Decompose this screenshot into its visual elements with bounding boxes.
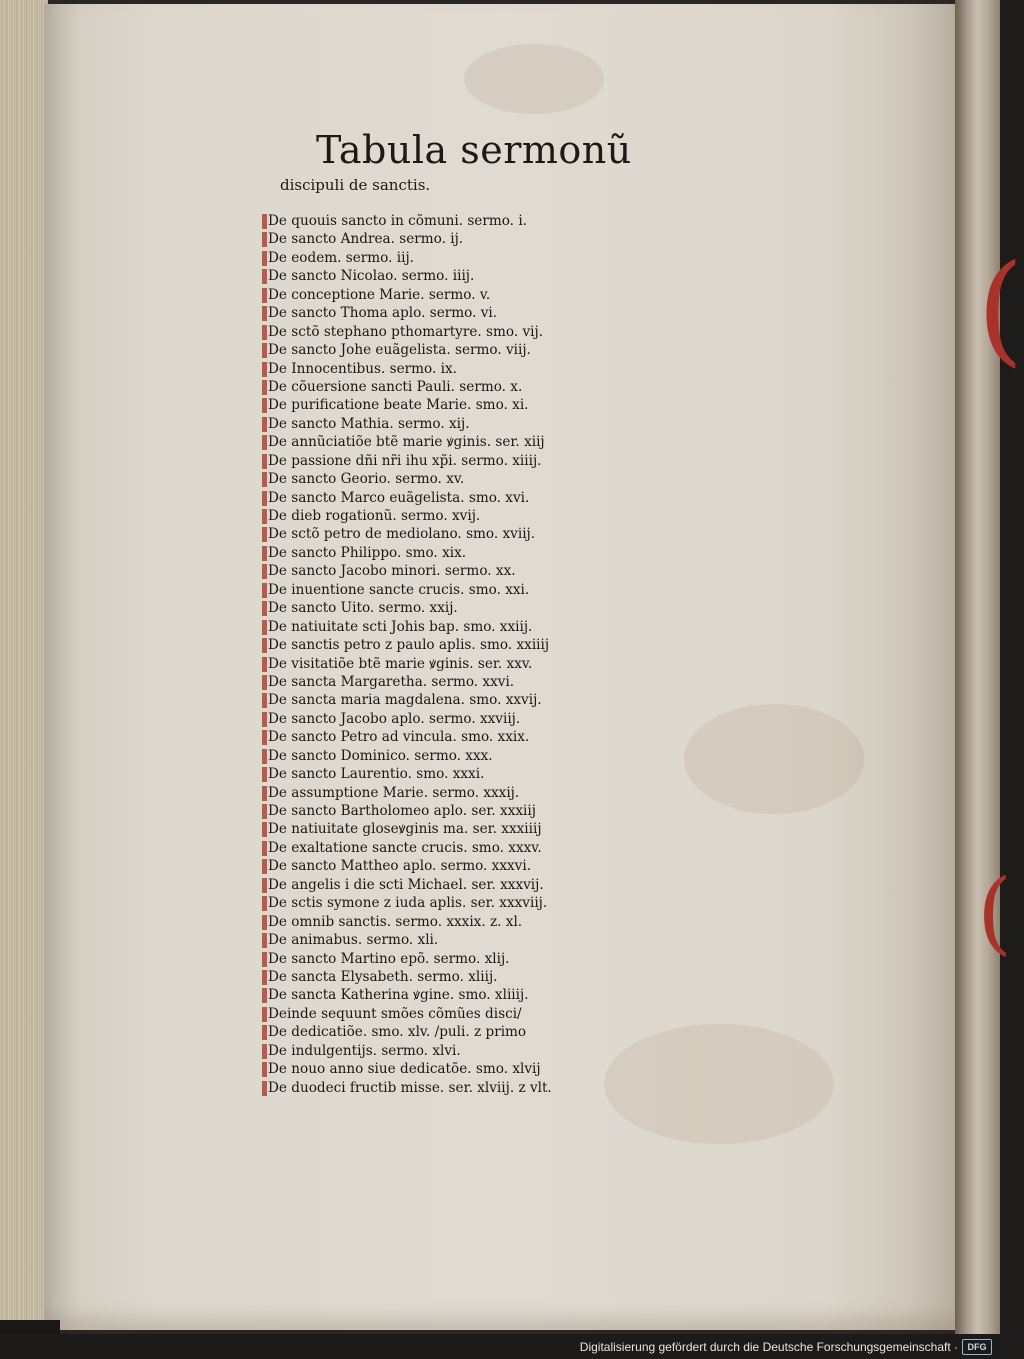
binding-shadow	[0, 1320, 60, 1334]
toc-entry	[262, 1079, 582, 1097]
toc-entry-text: De sancto Philippo. smo. xix.	[268, 544, 467, 561]
funding-credit: Digitalisierung gefördert durch die Deutsche Forschungsgemeinschaft ·	[579, 1340, 958, 1354]
footer-bar	[0, 1334, 1000, 1359]
toc-entry-text: De visitatiõe btẽ marie ꝟginis. ser. xxv.	[268, 655, 533, 672]
toc-entry-text: De passione dñi nr̃i ihu xp̃i. sermo. xiiij.	[268, 452, 542, 469]
toc-entry	[262, 212, 582, 230]
toc-entry-text: De conceptione Marie. sermo. v.	[268, 286, 491, 303]
toc-entry	[262, 1023, 582, 1041]
toc-entry-text: De sanctis petro z paulo aplis. smo. xxiiij	[268, 637, 550, 654]
rubric-initial-mark	[262, 288, 267, 303]
toc-entry	[262, 599, 582, 617]
toc-entry	[262, 784, 582, 802]
rubric-initial-mark	[262, 417, 267, 432]
toc-entry-text: De sancto Nicolao. sermo. iiij.	[268, 268, 475, 285]
toc-entry-text: De sancta Margaretha. sermo. xxvi.	[268, 673, 515, 690]
toc-entry-text: De sancto Georio. sermo. xv.	[268, 471, 465, 488]
toc-entry	[262, 378, 582, 396]
toc-entry	[262, 857, 582, 875]
rubric-initial-mark	[262, 933, 267, 948]
toc-entry-text: De purificatione beate Marie. smo. xi.	[268, 397, 529, 414]
toc-entry	[262, 728, 582, 746]
rubric-initial-mark	[262, 454, 267, 469]
toc-entry	[262, 452, 582, 470]
toc-entry-text: De natiuitate gloseꝟginis ma. ser. xxxiiij	[268, 821, 542, 838]
toc-entry-text: De angelis i die scti Michael. ser. xxxvij.	[268, 876, 544, 893]
toc-entry	[262, 562, 582, 580]
rubric-initial-mark	[262, 804, 267, 819]
rubric-initial-mark	[262, 491, 267, 506]
toc-entry	[262, 876, 582, 894]
toc-entry-text: De natiuitate scti Johis bap. smo. xxiij.	[268, 618, 533, 635]
rubric-initial-mark	[262, 896, 267, 911]
toc-entry	[262, 1005, 582, 1023]
paper-stain	[604, 1024, 834, 1144]
toc-entry	[262, 525, 582, 543]
rubric-initial-mark	[262, 730, 267, 745]
rubric-initial-mark	[262, 398, 267, 413]
toc-entry-text: De nouo anno siue dedicatõe. smo. xlvij	[268, 1061, 541, 1078]
dfg-logo-icon: DFG	[962, 1339, 992, 1355]
toc-entry	[262, 691, 582, 709]
toc-entry	[262, 894, 582, 912]
rubric-flourish: (	[977, 860, 1013, 965]
toc-entry-text: De cõuersione sancti Pauli. sermo. x.	[268, 378, 523, 395]
toc-entry	[262, 820, 582, 838]
toc-entry-text: De dedicatiõe. smo. xlv. /puli. z primo	[268, 1024, 527, 1041]
toc-entry-text: De sancto Jacobo aplo. sermo. xxviij.	[268, 710, 521, 727]
rubric-initial-mark	[262, 306, 267, 321]
toc-entry	[262, 710, 582, 728]
toc-entry-text: De quouis sancto in cõmuni. sermo. i.	[268, 213, 527, 229]
rubric-initial-mark	[262, 749, 267, 764]
rubric-initial-mark	[262, 362, 267, 377]
rubric-initial-mark	[262, 472, 267, 487]
page-edges-left	[0, 0, 48, 1334]
toc-entry	[262, 341, 582, 359]
rubric-initial-mark	[262, 1062, 267, 1077]
toc-entry	[262, 249, 582, 267]
toc-entry	[262, 489, 582, 507]
toc-entry-text: De assumptione Marie. sermo. xxxij.	[268, 784, 520, 801]
rubric-initial-mark	[262, 638, 267, 653]
toc-entry-text: De sancta Elysabeth. sermo. xliij.	[268, 968, 498, 985]
toc-entry-text: De eodem. sermo. iij.	[268, 249, 414, 266]
rubric-initial-mark	[262, 767, 267, 782]
sermon-table-of-contents	[262, 212, 582, 1097]
rubric-initial-mark	[262, 546, 267, 561]
rubric-initial-mark	[262, 970, 267, 985]
toc-entry	[262, 544, 582, 562]
toc-entry-text: De animabus. sermo. xli.	[268, 932, 439, 949]
toc-entry	[262, 267, 582, 285]
toc-entry	[262, 986, 582, 1004]
toc-entry-text: De sancta Katherina ꝟgine. smo. xliiij.	[268, 987, 529, 1004]
rubric-initial-mark	[262, 269, 267, 284]
toc-entry-text: De sancto Martino epõ. sermo. xlij.	[268, 950, 510, 967]
rubric-initial-mark	[262, 675, 267, 690]
toc-entry-text: De omnib sanctis. sermo. xxxix. z. xl.	[268, 913, 523, 930]
rubric-initial-mark	[262, 214, 267, 229]
toc-entry-text: De sancta maria magdalena. smo. xxvij.	[268, 692, 542, 709]
toc-entry	[262, 931, 582, 949]
toc-entry	[262, 433, 582, 451]
rubric-initial-mark	[262, 712, 267, 727]
rubric-initial-mark	[262, 915, 267, 930]
toc-entry-text: De dieb rogationũ. sermo. xvij.	[268, 508, 481, 524]
toc-entry-text: De sancto Laurentio. smo. xxxi.	[268, 766, 485, 783]
toc-entry	[262, 839, 582, 857]
toc-entry	[262, 636, 582, 654]
toc-entry	[262, 673, 582, 691]
toc-entry-text: De indulgentijs. sermo. xlvi.	[268, 1042, 461, 1059]
toc-entry	[262, 1060, 582, 1078]
rubric-initial-mark	[262, 786, 267, 801]
toc-entry-text: De sancto Marco euãgelista. smo. xvi.	[268, 489, 530, 506]
rubric-initial-mark	[262, 693, 267, 708]
rubric-initial-mark	[262, 601, 267, 616]
toc-entry	[262, 396, 582, 414]
toc-entry	[262, 747, 582, 765]
toc-entry-text: De sancto Mattheo aplo. sermo. xxxvi.	[268, 858, 532, 875]
page-title: Tabula sermonũ	[316, 128, 632, 172]
rubric-initial-mark	[262, 325, 267, 340]
rubric-initial-mark	[262, 343, 267, 358]
toc-entry	[262, 618, 582, 636]
rubric-initial-mark	[262, 527, 267, 542]
toc-entry-text: De sancto Petro ad vincula. smo. xxix.	[268, 729, 530, 746]
toc-entry	[262, 230, 582, 248]
toc-entry	[262, 470, 582, 488]
rubric-initial-mark	[262, 859, 267, 874]
toc-entry-text: De sancto Johe euãgelista. sermo. viij.	[268, 342, 531, 359]
rubric-initial-mark	[262, 1025, 267, 1040]
toc-entry-text: De sctõ stephano pthomartyre. smo. vij.	[268, 323, 544, 340]
paper-stain	[464, 44, 604, 114]
toc-entry-text: De sancto Mathia. sermo. xij.	[268, 415, 470, 432]
toc-entry	[262, 913, 582, 931]
toc-entry-text: De inuentione sancte crucis. smo. xxi.	[268, 581, 530, 598]
rubric-initial-mark	[262, 1081, 267, 1096]
rubric-initial-mark	[262, 952, 267, 967]
toc-entry-text: De sancto Uito. sermo. xxij.	[268, 600, 458, 617]
toc-entry	[262, 304, 582, 322]
toc-entry	[262, 655, 582, 673]
toc-entry-text: De annũciatiõe btẽ marie ꝟginis. ser. xiij	[268, 434, 545, 451]
toc-entry	[262, 323, 582, 341]
rubric-initial-mark	[262, 822, 267, 837]
rubric-initial-mark	[262, 509, 267, 524]
rubric-initial-mark	[262, 232, 267, 247]
rubric-initial-mark	[262, 435, 267, 450]
rubric-initial-mark	[262, 564, 267, 579]
toc-entry-text: De sancto Bartholomeo aplo. ser. xxxiij	[268, 803, 536, 819]
book-gutter-next-page	[955, 0, 1024, 1334]
rubric-initial-mark	[262, 1007, 267, 1022]
toc-entry	[262, 507, 582, 525]
toc-entry-text: De sancto Thoma aplo. sermo. vi.	[268, 305, 498, 322]
rubric-initial-mark	[262, 988, 267, 1003]
toc-entry-text: De sancto Andrea. sermo. ij.	[268, 231, 464, 248]
toc-entry	[262, 968, 582, 986]
rubric-initial-mark	[262, 380, 267, 395]
rubric-initial-mark	[262, 1044, 267, 1059]
toc-entry-text: De sctis symone z iuda aplis. ser. xxxviij.	[268, 895, 548, 912]
page-subtitle: discipuli de sanctis.	[280, 176, 431, 194]
toc-entry	[262, 581, 582, 599]
rubric-flourish: (	[977, 240, 1024, 379]
toc-entry-text: De Innocentibus. sermo. ix.	[268, 360, 457, 377]
toc-entry	[262, 765, 582, 783]
toc-entry-text: De sancto Jacobo minori. sermo. xx.	[268, 563, 516, 580]
toc-entry-text: De sctõ petro de mediolano. smo. xviij.	[268, 526, 536, 543]
toc-entry-text: Deinde sequunt smões cõmũes disci/	[268, 1005, 522, 1022]
paper-stain	[684, 704, 864, 814]
rubric-initial-mark	[262, 583, 267, 598]
rubric-initial-mark	[262, 620, 267, 635]
rubric-initial-mark	[262, 878, 267, 893]
rubric-initial-mark	[262, 657, 267, 672]
rubric-initial-mark	[262, 251, 267, 266]
toc-entry	[262, 950, 582, 968]
toc-entry	[262, 802, 582, 820]
toc-entry	[262, 286, 582, 304]
rubric-initial-mark	[262, 841, 267, 856]
toc-entry-text: De sancto Dominico. sermo. xxx.	[268, 747, 493, 764]
toc-entry-text: De duodeci fructib misse. ser. xlviij. z vlt.	[268, 1079, 552, 1096]
toc-entry	[262, 1042, 582, 1060]
toc-entry	[262, 415, 582, 433]
toc-entry	[262, 360, 582, 378]
toc-entry-text: De exaltatione sancte crucis. smo. xxxv.	[268, 839, 542, 856]
